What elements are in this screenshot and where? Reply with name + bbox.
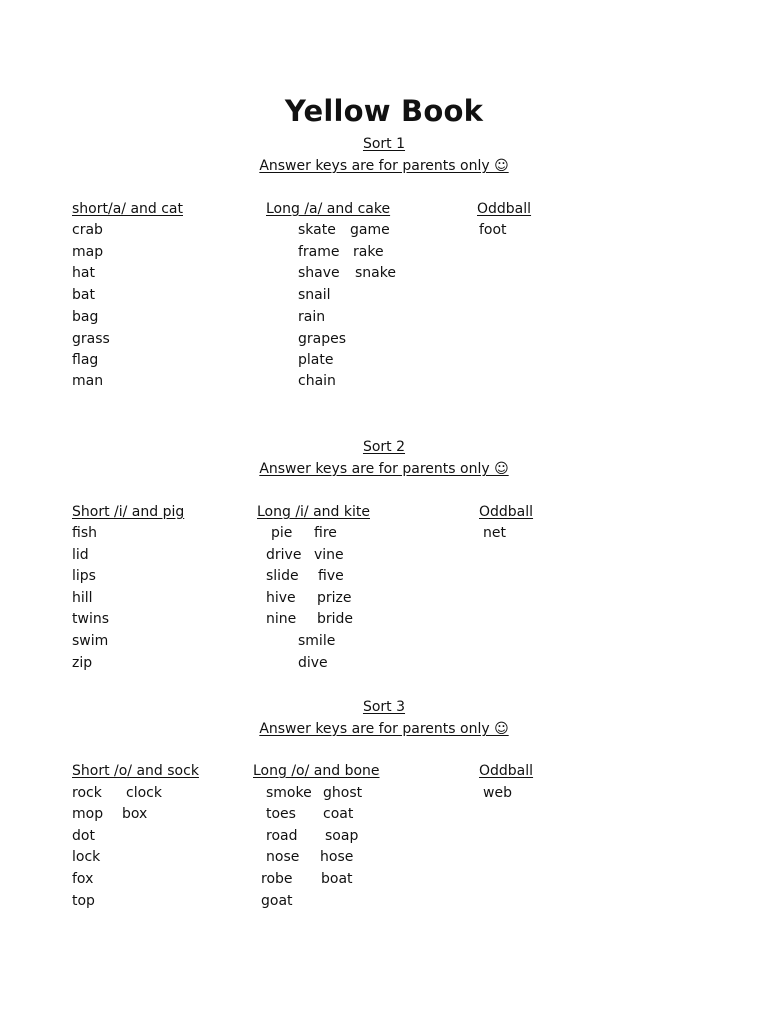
word-item: crab: [72, 222, 103, 238]
word-item: dive: [298, 655, 328, 671]
word-item: bag: [72, 309, 99, 325]
word-item: twins: [72, 611, 109, 627]
word-item: snake: [355, 265, 396, 281]
word-item: road: [266, 828, 298, 844]
word-item: prize: [317, 590, 352, 606]
word-item: slide: [266, 568, 299, 584]
word-item: pie: [271, 525, 293, 541]
word-item: plate: [298, 352, 334, 368]
word-item: zip: [72, 655, 93, 671]
sort-2-col-2-header: Long /i/ and kite: [257, 504, 370, 520]
sort-1-col-1-header: short/a/ and cat: [72, 201, 183, 217]
word-item: flag: [72, 352, 99, 368]
word-item: chain: [298, 373, 336, 389]
word-item: smile: [298, 633, 336, 649]
word-item: smoke: [266, 785, 312, 801]
word-item: shave: [298, 265, 340, 281]
word-item: map: [72, 244, 104, 260]
word-item: foot: [479, 222, 507, 238]
word-item: nose: [266, 849, 300, 865]
word-item: game: [350, 222, 390, 238]
word-item: grass: [72, 331, 110, 347]
word-item: dot: [72, 828, 95, 844]
word-item: soap: [325, 828, 359, 844]
sort-1-col-3-header: Oddball: [477, 201, 532, 217]
word-item: ghost: [323, 785, 363, 801]
sort-2-note: Answer keys are for parents only ☺: [259, 461, 509, 477]
sort-1-note: Answer keys are for parents only ☺: [259, 158, 509, 174]
sort-1-heading: Sort 1: [362, 136, 406, 152]
word-item: lock: [72, 849, 101, 865]
word-item: hill: [72, 590, 93, 606]
word-item: rain: [298, 309, 326, 325]
word-item: rock: [72, 785, 102, 801]
word-item: drive: [266, 547, 302, 563]
word-item: swim: [72, 633, 109, 649]
word-item: clock: [126, 785, 162, 801]
word-item: lid: [72, 547, 89, 563]
sort-3-col-2-header: Long /o/ and bone: [253, 763, 380, 779]
word-item: skate: [298, 222, 336, 238]
word-item: snail: [298, 287, 331, 303]
word-item: box: [122, 806, 148, 822]
word-item: fish: [72, 525, 97, 541]
word-item: goat: [261, 893, 293, 909]
sort-3-heading: Sort 3: [362, 699, 406, 715]
word-item: hive: [266, 590, 296, 606]
word-item: top: [72, 893, 95, 909]
word-item: nine: [266, 611, 297, 627]
word-item: net: [483, 525, 506, 541]
word-item: grapes: [298, 331, 347, 347]
sort-3-col-3-header: Oddball: [479, 763, 534, 779]
sort-1-col-2-header: Long /a/ and cake: [266, 201, 391, 217]
word-item: mop: [72, 806, 104, 822]
sort-2-col-3-header: Oddball: [479, 504, 534, 520]
word-item: rake: [353, 244, 384, 260]
word-item: lips: [72, 568, 96, 584]
word-item: bride: [317, 611, 354, 627]
word-item: boat: [321, 871, 353, 887]
word-item: fox: [72, 871, 94, 887]
word-item: hose: [320, 849, 354, 865]
word-item: toes: [266, 806, 296, 822]
word-item: fire: [314, 525, 337, 541]
word-item: robe: [261, 871, 293, 887]
word-item: coat: [323, 806, 354, 822]
word-item: bat: [72, 287, 95, 303]
word-item: hat: [72, 265, 95, 281]
word-item: vine: [314, 547, 344, 563]
sort-2-col-1-header: Short /i/ and pig: [72, 504, 185, 520]
word-item: man: [72, 373, 104, 389]
sort-3-note: Answer keys are for parents only ☺: [259, 721, 509, 737]
sort-3-col-1-header: Short /o/ and sock: [72, 763, 199, 779]
word-item: web: [483, 785, 512, 801]
sort-2-heading: Sort 2: [362, 439, 406, 455]
word-item: frame: [298, 244, 340, 260]
word-item: five: [318, 568, 344, 584]
page-title: Yellow Book: [284, 94, 484, 128]
